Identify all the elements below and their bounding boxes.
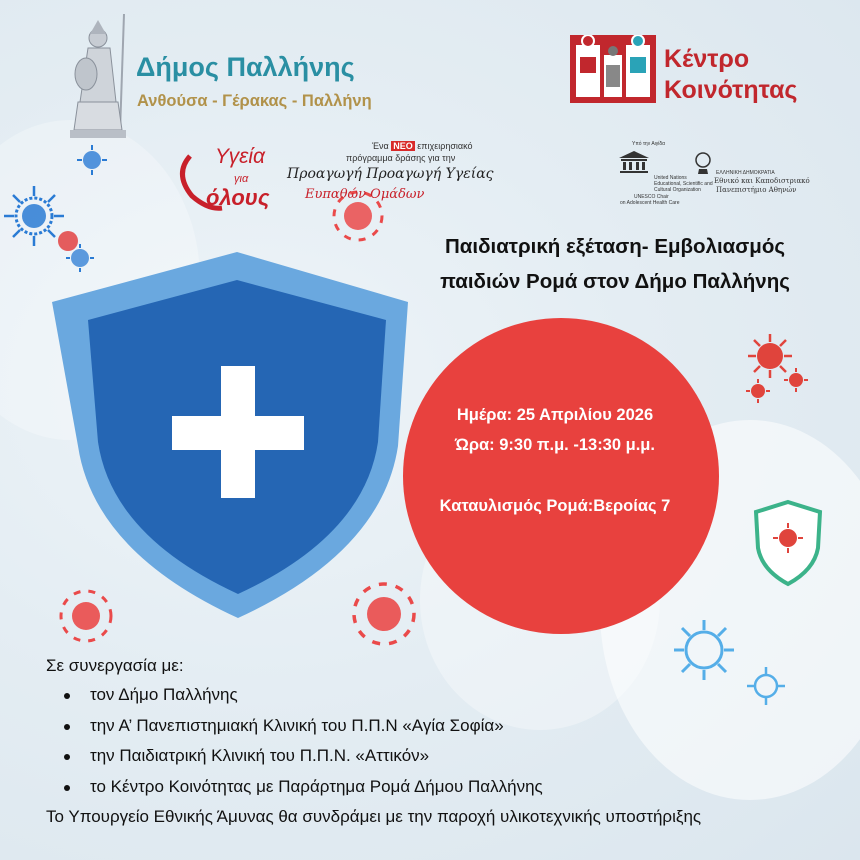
virus-icon [746,379,770,403]
program-new-tag: ΝΕΟ [393,141,413,151]
virus-icon [58,231,78,251]
community-center-line1: Κέντρο [664,45,750,73]
community-center-line2: Κοινότητας [664,76,798,104]
health-logo-word3: όλους [206,185,270,210]
virus-icon [4,186,64,246]
health-logo-word2: για [234,173,249,185]
community-center-logo-icon [570,35,656,103]
headline-line2: παιδιών Ρομά στον Δήμο Παλλήνης [440,270,790,293]
event-time: Ώρα: 9:30 π.μ. -13:30 μ.μ. [455,436,655,454]
headline-line1: Παιδιατρική εξέταση- Εμβολιασμός [444,235,786,258]
athena-statue-icon [66,12,144,140]
university-line3: Πανεπιστήμιο Αθηνών [716,186,797,194]
university-line2: Εθνικό και Καποδιστριακό [714,177,810,185]
virus-icon [748,334,792,378]
municipality-towns: Ανθούσα - Γέρακας - Παλλήνη [137,92,372,110]
partner-item: την Α’ Πανεπιστημιακή Κλινική του Π.Π.Ν «Αγία Σοφία» [64,716,543,747]
unesco-chair: UNESCO Chair on Adolescent Health Care [620,194,680,206]
virus-icon [674,620,734,680]
event-info-circle [403,318,719,634]
virus-icon [77,145,107,175]
virus-icon [747,667,785,705]
event-location: Καταυλισμός Ρομά:Βεροίας 7 [439,497,671,515]
partners-list [64,685,543,807]
unesco-org: United Nations Educational, Scientific and Cultural Organization [654,175,713,193]
event-date: Ημέρα: 25 Απριλίου 2026 [456,406,654,424]
shield-virus-icon [756,502,820,584]
university-emblem-icon [693,151,713,175]
partner-item: την Παιδιατρική Κλινική του Π.Π.Ν. «Αττικόν» [64,746,543,777]
virus-icon [784,368,808,392]
municipality-name: Δήμος Παλλήνης [136,52,355,82]
university-line1: ΕΛΛΗΝΙΚΗ ΔΗΜΟΚΡΑΤΙΑ [716,170,775,176]
program-intro-line1: Ένα ΝΕΟ επιχειρησιακό [372,141,473,151]
partners-lead: Σε συνεργασία με: [46,656,184,675]
health-logo-word1: Υγεία [215,145,265,168]
closing-note: Το Υπουργείο Εθνικής Άμυνας θα συνδράμει με την παροχή υλικοτεχνικής υποστήριξης [46,807,702,826]
medical-shield-cross-icon [52,250,424,622]
unesco-auspices: Υπό την Αιγίδα [632,141,666,147]
unesco-temple-icon [617,150,651,174]
headline [380,229,850,299]
program-title-line2: Ευπαθών Ομάδων [305,187,425,202]
partner-item: τον Δήμο Παλλήνης [64,685,543,716]
program-title-line1: Προαγωγή Προαγωγή Υγείας [287,166,494,182]
program-intro-line2: πρόγραμμα δράσης για την [346,153,456,163]
partner-item: το Κέντρο Κοινότητας με Παράρτημα Ρομά Δήμου Παλλήνης [64,777,543,808]
